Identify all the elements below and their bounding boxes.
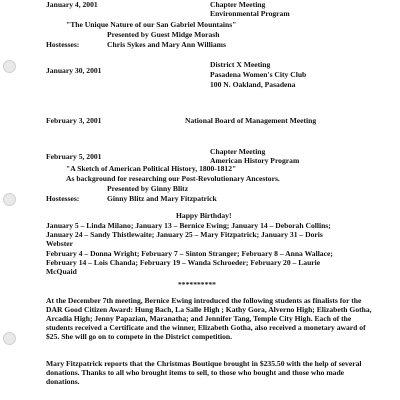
birthday-line: February 4 – Donna Wright; February 7 – Sinton Stranger; February 8 – Anna Wallace; — [46, 249, 333, 258]
hostesses-names: Ginny Blitz and Mary Fitzpatrick — [107, 194, 217, 203]
program-presenter: Presented by Guest Midge Morash — [107, 30, 220, 39]
event-location: Pasadena Women's City Club — [210, 70, 307, 79]
event-date: February 5, 2001 — [46, 152, 102, 161]
event-date: January 30, 2001 — [46, 66, 102, 75]
hostesses-label: Hostesses: — [46, 40, 80, 49]
program-title: "A Sketch of American Political History, 1800-1812" — [66, 164, 237, 173]
program-title: "The Unique Nature of our San Gabriel Mountains" — [66, 20, 237, 29]
program-presenter: Presented by Ginny Blitz — [107, 184, 189, 193]
event-detail: Environmental Program — [210, 9, 290, 18]
birthday-line: January 24 – Sandy Thistlewaite; January 25 – Mary Fitzpatrick; January 31 – Doris — [46, 230, 323, 239]
birthday-line: McQuaid — [46, 267, 77, 276]
announcement-paragraph: Mary Fitzpatrick reports that the Christmas Boutique brought in $235.50 with the help of several donations. Thanks to all who brought items to sell, to those who bought and those who made donations. — [46, 359, 362, 386]
event-date: February 3, 2001 — [46, 116, 102, 125]
event-type: Chapter Meeting — [210, 147, 266, 156]
binder-hole — [3, 332, 16, 345]
binder-hole — [3, 60, 16, 73]
hostesses-label: Hostesses: — [46, 194, 80, 203]
event-type: District X Meeting — [210, 60, 271, 69]
event-type: National Board of Management Meeting — [185, 116, 317, 125]
section-separator: ********** — [178, 280, 216, 289]
birthday-line: January 5 – Linda Milano; January 13 – Bernice Ewing; January 14 – Deborah Collins; — [46, 221, 331, 230]
event-type: Chapter Meeting — [210, 0, 266, 9]
event-detail: American History Program — [210, 156, 300, 165]
program-note: As background for researching our Post-Revolutionary Ancestors. — [66, 174, 280, 183]
binder-hole — [3, 193, 16, 206]
event-address: 100 N. Oakland, Pasadena — [210, 80, 296, 89]
birthday-heading: Happy Birthday! — [176, 211, 232, 220]
event-date: January 4, 2001 — [46, 0, 98, 9]
announcement-paragraph: At the December 7th meeting, Bernice Ewing introduced the following students as finalists for the DAR Good Citizen Award: Hung Bach, La Salle High ; Kathy Gora, Alverno High; Elizabeth Gotha, Arcadia High; Jenny Papazian, Maranatha; and Jennifer Tang, Temple City High. Each of the students received a Certificate and the winner, Elizabeth Gotha, also received a monetary award of $25. She will go on to compete in the District competition. — [46, 296, 372, 341]
hostesses-names: Chris Sykes and Mary Ann Williams — [107, 40, 226, 49]
birthday-line: February 14 – Lois Chanda; February 19 – Wanda Schroeder; February 20 – Laurie — [46, 258, 321, 267]
birthday-line: Webster — [46, 239, 73, 248]
